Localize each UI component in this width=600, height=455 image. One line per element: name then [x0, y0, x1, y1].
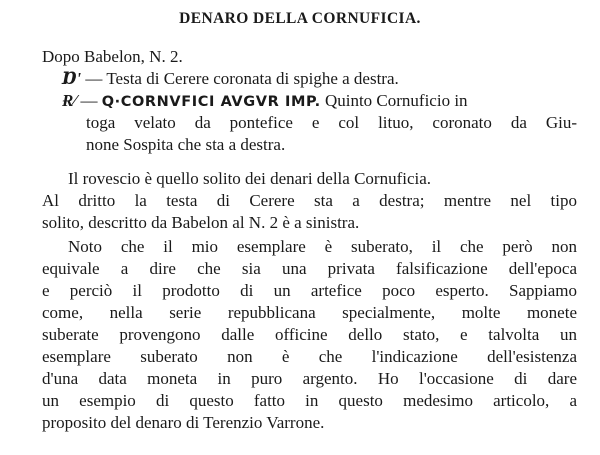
reverse-line [62, 90, 577, 113]
paragraph2-line: Noto che il mio esemplare è suberato, il che però non [68, 237, 577, 256]
page-title: DENARO DELLA CORNUFICIA. [179, 10, 421, 27]
paragraph1-line: solito, descritto da Babelon al N. 2 è a sinistra. [42, 213, 360, 232]
paragraph2-line: suberate provengono dalle officine dello stato, e talvolta un [42, 325, 577, 344]
reverse-dash: — [76, 91, 102, 110]
paragraph1-line: Il rovescio è quello solito dei denari della Cornuficia. [68, 169, 432, 188]
paragraph2-line: equivale a dire che sia una privata falsificazione dell'epoca [42, 259, 577, 278]
paragraph1-line: Al dritto la testa di Cerere sta a destra; mentre nel tipo [42, 191, 577, 210]
reference-line: Dopo Babelon, N. 2. [42, 47, 183, 66]
obverse-line [62, 68, 399, 90]
paragraph2-line: e perciò il prodotto di un artefice poco esperto. Sappiamo [42, 281, 577, 300]
reverse-symbol: Ɍ⁄ [62, 91, 77, 110]
reverse-legend: Q·CORNVFICI AVGVR IMP. [101, 94, 321, 110]
obverse-description: — Testa di Cerere coronata di spighe a destra. [81, 69, 399, 88]
reverse-description: Quinto Cornuficio in [320, 91, 468, 110]
paragraph2-line: esemplare suberato non è che l'indicazione dell'esistenza [42, 347, 577, 366]
reverse-line-2: toga velato da pontefice e col lituo, coronato da Giu- [86, 113, 577, 132]
paragraph2-line: come, nella serie repubblicana specialmente, molte monete [42, 303, 577, 322]
paragraph2-line: un esempio di questo fatto in questo medesimo articolo, a [42, 391, 577, 410]
obverse-symbol: Ɒ' [62, 69, 82, 88]
paragraph2-line: proposito del denaro di Terenzio Varrone. [42, 413, 325, 432]
paragraph2-line: d'una data moneta in puro argento. Ho l'occasione di dare [42, 369, 577, 388]
reverse-line-3: none Sospita che sta a destra. [86, 135, 286, 154]
